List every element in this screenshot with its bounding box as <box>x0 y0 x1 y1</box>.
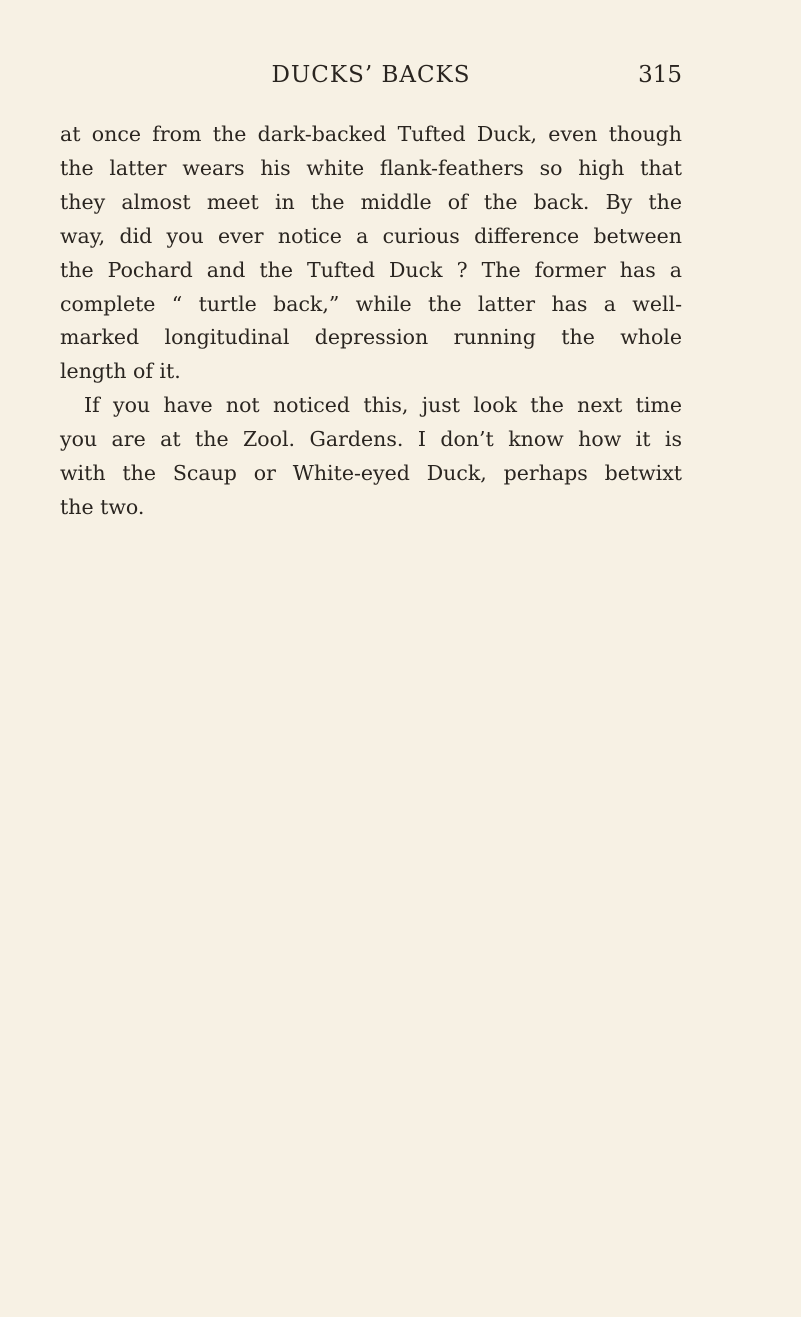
paragraph-1 <box>60 118 682 389</box>
text-line: the two. <box>60 494 145 519</box>
page-number: 315 <box>638 62 682 88</box>
text-line: marked longitudinal depression running the whole <box>60 325 682 350</box>
text-line: the Pochard and the Tufted Duck ? The former has a <box>60 257 682 282</box>
paragraph-2 <box>60 389 682 525</box>
text-line: you are at the Zool. Gardens. I don’t know how it is <box>60 427 682 452</box>
text-line: length of it. <box>60 359 181 384</box>
text-line: complete “ turtle back,” while the latter has a well- <box>60 291 682 316</box>
text-line: way, did you ever notice a curious difference between <box>60 223 682 248</box>
text-line: they almost meet in the middle of the back. By the <box>60 189 682 214</box>
body-text <box>60 118 682 525</box>
text-line: the latter wears his white flank-feathers so high that <box>60 155 682 180</box>
text-line: with the Scaup or White-eyed Duck, perhaps betwixt <box>60 461 682 486</box>
running-head <box>60 62 682 102</box>
text-line: If you have not noticed this, just look the next time <box>84 393 682 418</box>
running-title: DUCKS’ BACKS <box>271 62 471 88</box>
text-line: at once from the dark-backed Tufted Duck, even though <box>60 122 682 146</box>
